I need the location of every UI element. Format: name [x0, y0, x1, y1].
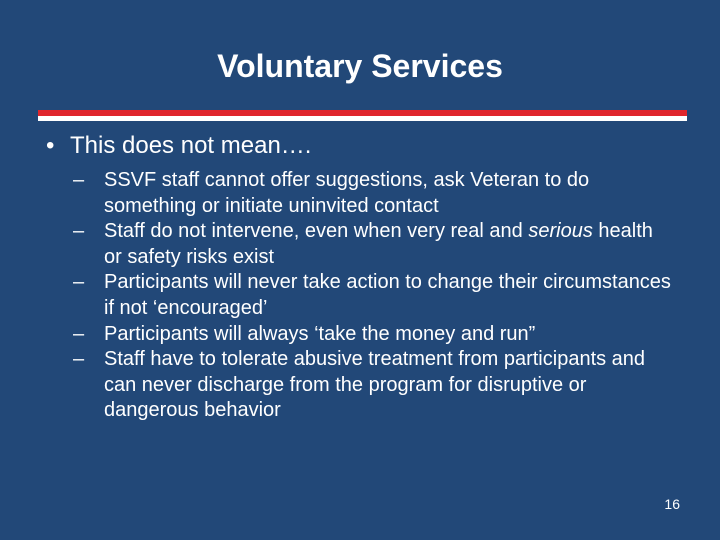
sub-bullet-text: [104, 270, 673, 321]
sub-bullet-item: [73, 168, 673, 219]
sub-bullet-text-part: SSVF staff cannot offer suggestions, ask Veteran to do something or initiate uninvited contact: [104, 169, 590, 217]
sub-bullet-text-part: Participants will never take action to change their circumstances if not ‘encouraged’: [104, 271, 671, 319]
sub-bullet-text-part: Staff have to tolerate abusive treatment from participants and can never discharge from the program for disruptive or dangerous behavior: [104, 348, 646, 422]
sub-bullet-item: [73, 219, 673, 270]
dash-marker: –: [73, 169, 85, 191]
sub-bullet-text: [104, 168, 673, 219]
title-underline-white: [38, 116, 687, 121]
sub-bullet-text-part: health or safety risks exist: [104, 220, 653, 268]
sub-bullet-item: [73, 322, 673, 348]
page-number: 16: [664, 496, 680, 512]
sub-bullet-item: [73, 347, 673, 424]
sub-bullet-item: [73, 270, 673, 321]
dash-marker: –: [73, 271, 85, 294]
bullet-marker: •: [46, 132, 55, 159]
sub-bullet-text: [104, 347, 673, 424]
sub-bullet-text: [104, 219, 673, 270]
dash-marker: –: [73, 220, 85, 243]
slide-title: Voluntary Services: [217, 48, 503, 84]
sub-bullet-list: [73, 168, 673, 424]
bullet-text: This does not mean….: [70, 132, 312, 159]
bullet-item: [46, 131, 696, 161]
dash-marker: –: [73, 348, 85, 371]
sub-bullet-text-part: Staff do not intervene, even when very real and: [104, 220, 529, 243]
dash-marker: –: [73, 322, 85, 345]
sub-bullet-text: [104, 322, 673, 348]
sub-bullet-text-part: Participants will always ‘take the money and run”: [104, 322, 536, 345]
sub-bullet-emphasis: serious: [528, 220, 593, 243]
